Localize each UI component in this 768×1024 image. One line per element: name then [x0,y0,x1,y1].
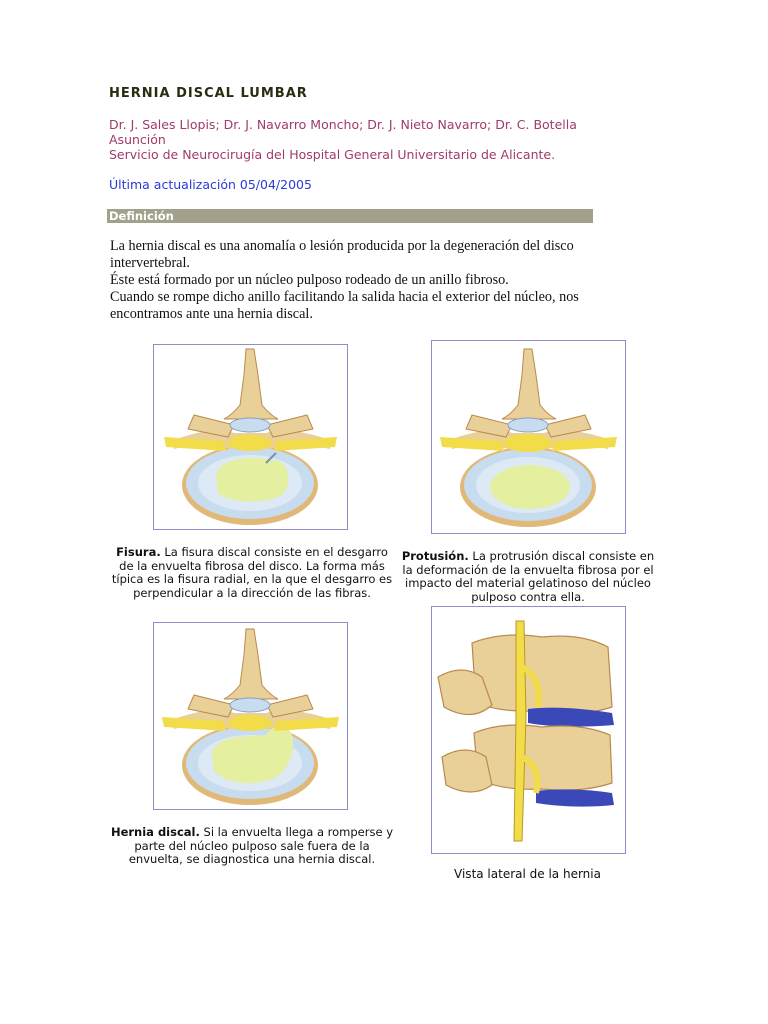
document-title: HERNIA DISCAL LUMBAR [109,86,308,101]
fisura-text: La fisura discal consiste en el desgarro de la envuelta fibrosa del disco. La forma más típica es la fisura radial, en la que el desgarro es perpendicular a la dirección de las fibras. [111,545,393,600]
lateral-view-caption: Vista lateral de la hernia [454,867,601,881]
fisura-image [153,344,348,530]
lateral-view-image [431,606,626,854]
intro-text [110,238,630,323]
protrusion-term: Protusión. [401,549,469,563]
intro-paragraph: Cuando se rompe dicho anillo facilitando la salida hacia el exterior del núcleo, nos encontramos ante una hernia discal. [110,289,579,322]
fisura-caption [110,546,394,600]
fisura-term: Fisura. [116,545,161,559]
section-header-bar [107,209,593,223]
authors-affiliation: Servicio de Neurocirugía del Hospital General Universitario de Alicante. [109,147,556,162]
intro-paragraph: Éste está formado por un núcleo pulposo rodeado de un anillo fibroso. [110,272,509,288]
authors-names: Dr. J. Sales Llopis; Dr. J. Navarro Moncho; Dr. J. Nieto Navarro; Dr. C. Botella Asunción [109,117,577,147]
authors-block [109,117,629,162]
hernia-caption [110,826,394,867]
hernia-image [153,622,348,810]
hernia-term: Hernia discal. [110,825,200,839]
protrusion-caption [398,550,658,604]
section-title: Definición [109,209,174,223]
protrusion-text: La protrusión discal consiste en la deformación de la envuelta fibrosa por el impacto del material gelatinoso del núcleo pulposo contra ella. [402,549,655,604]
protrusion-image [431,340,626,534]
intro-paragraph: La hernia discal es una anomalía o lesión producida por la degeneración del disco intervertebral. [110,238,574,271]
hernia-text: Si la envuelta llega a romperse y parte del núcleo pulposo sale fuera de la envuelta, se diagnostica una hernia discal. [128,825,394,866]
last-update: Última actualización 05/04/2005 [109,177,312,192]
